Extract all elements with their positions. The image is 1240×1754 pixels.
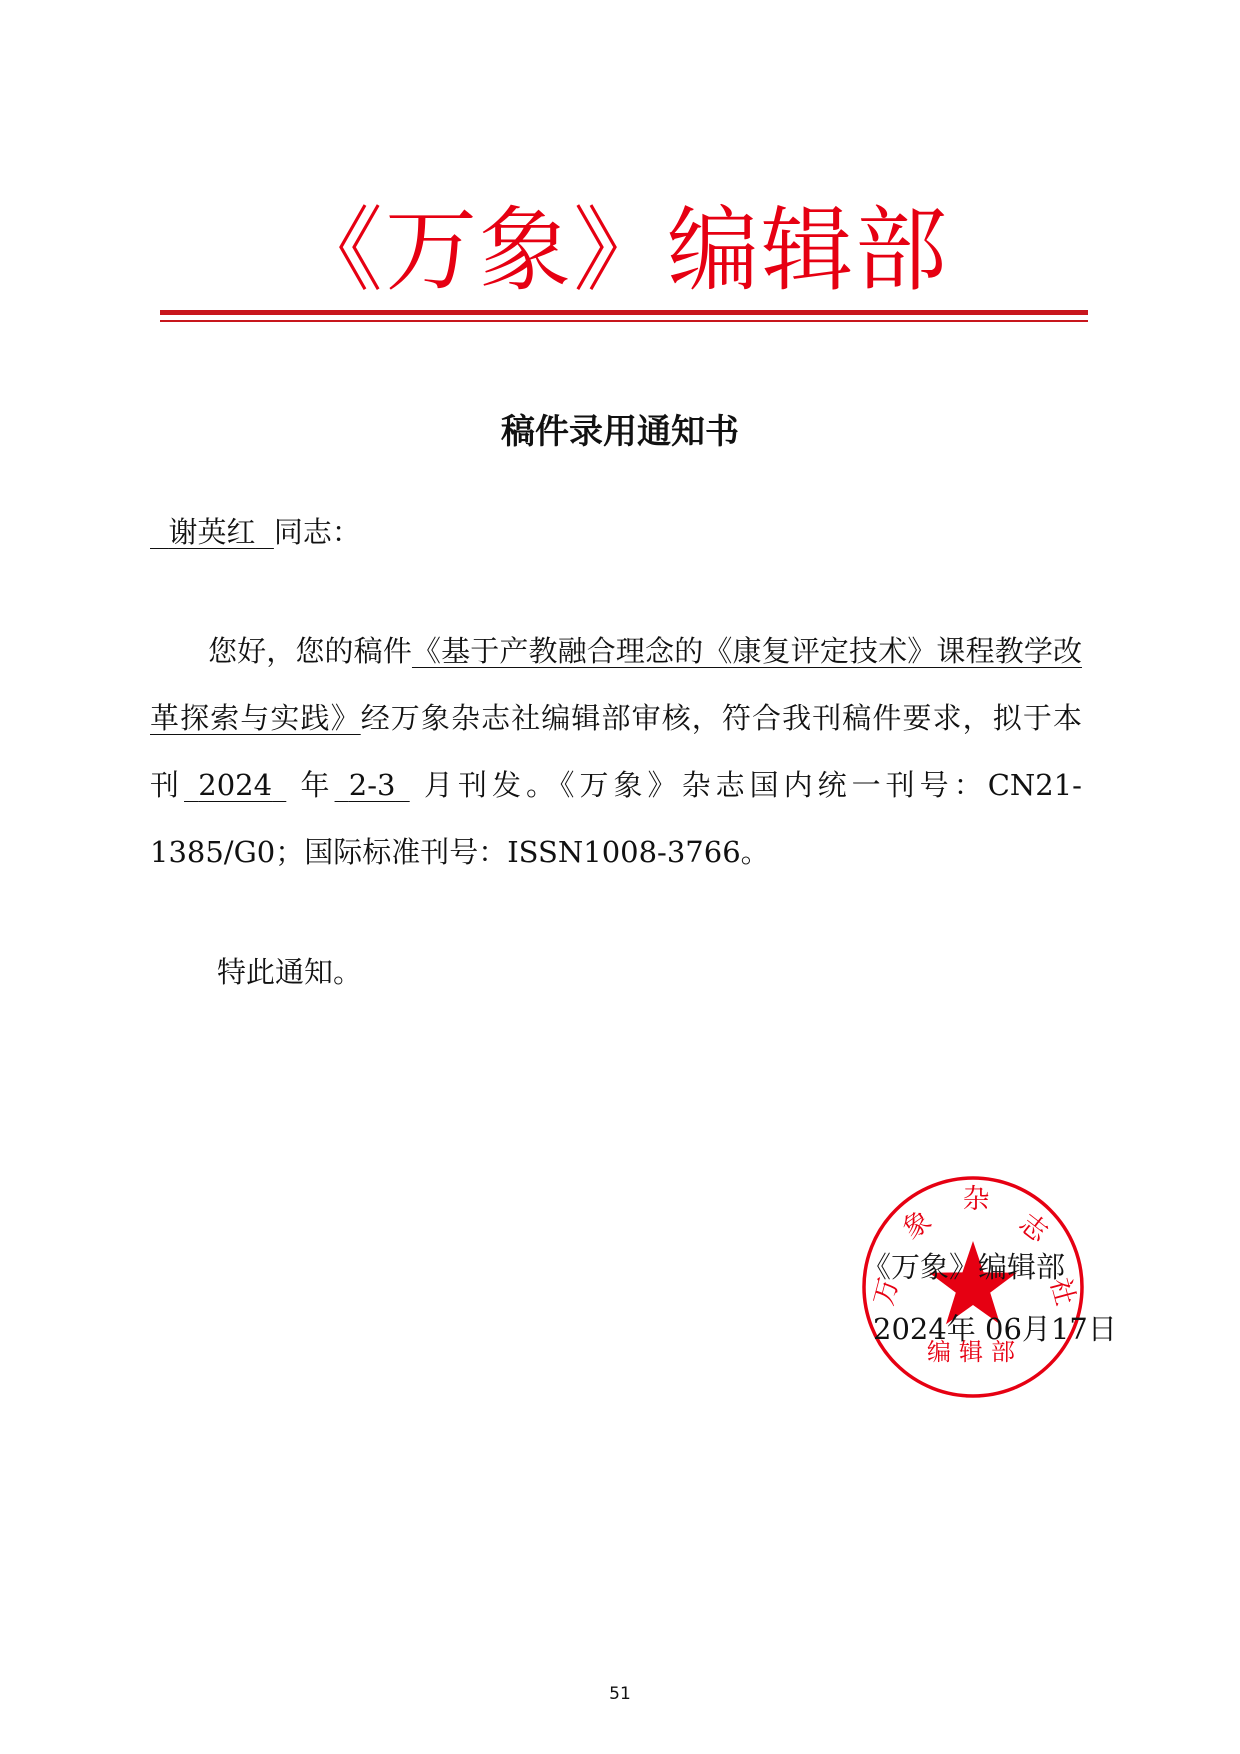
- seal-char: 杂: [962, 1184, 990, 1215]
- article-title: 《基于产教融合理念的《康复评定技术》课程教学改革探索与实践》: [150, 634, 1082, 735]
- signature-date: 2024年 06月17日: [873, 1312, 1117, 1346]
- page-number: 51: [609, 1684, 631, 1704]
- seal-char: 万: [868, 1274, 906, 1309]
- salutation-suffix: 同志：: [273, 515, 361, 549]
- end-mark: 。: [740, 835, 770, 869]
- recipient-name: 谢英红: [168, 515, 256, 549]
- year-unit: 年: [300, 768, 335, 802]
- greeting: 您好，您的稿件: [208, 634, 412, 668]
- seal-char: 志: [1013, 1207, 1054, 1249]
- review-statement: 经万象杂志社编辑部审核，符合我刊稿件要求，拟于本刊: [150, 701, 1082, 802]
- masthead-rule-thin: [160, 320, 1088, 322]
- publication-info: 《万象》杂志国内统一刊号：CN21-1385/G0；国际标准刊号：ISSN1008-3766: [150, 768, 1082, 869]
- closing-text: 特此通知。: [217, 955, 363, 989]
- publish-year: 2024: [198, 768, 273, 802]
- seal-bottom-text: 编辑部: [927, 1338, 1023, 1366]
- masthead-title: 《万象》编辑部: [290, 197, 949, 304]
- signature-organization: 《万象》编辑部: [862, 1250, 1066, 1284]
- notice-body: [150, 618, 1082, 886]
- masthead-rule-thick: [160, 310, 1088, 315]
- publish-months: 2-3: [348, 768, 396, 802]
- salutation: [150, 510, 361, 554]
- seal-char: 象: [897, 1204, 938, 1246]
- seal-char: 社: [1043, 1274, 1081, 1309]
- month-unit: 月刊发。: [423, 768, 561, 802]
- notice-title: 稿件录用通知书: [501, 412, 739, 452]
